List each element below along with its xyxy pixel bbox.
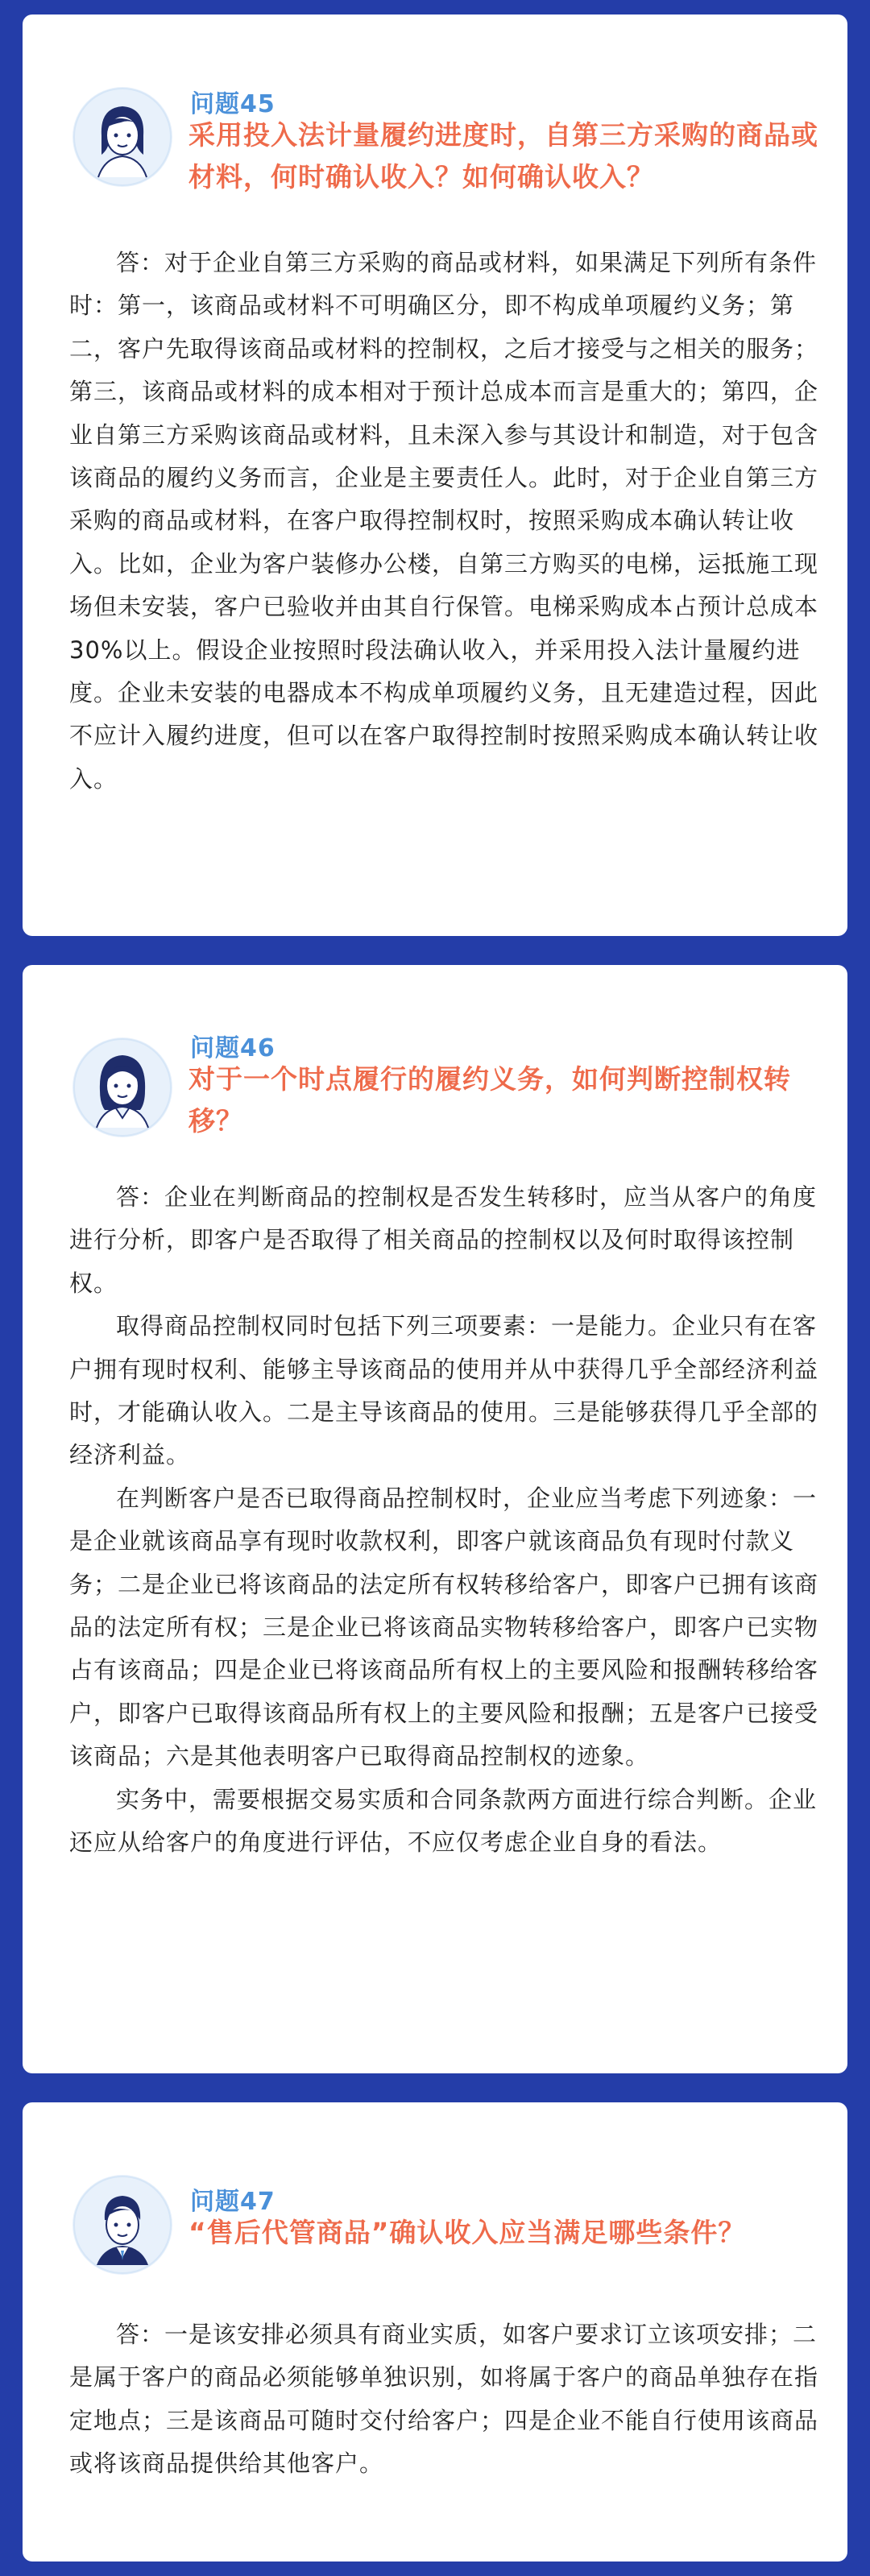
question-title: 采用投入法计量履约进度时，自第三方采购的商品或材料，何时确认收入？如何确认收入？ [188, 119, 818, 193]
answer-paragraph: 实务中，需要根据交易实质和合同条款两方面进行综合判断。企业还应从给客户的角度进行评估，不应仅考虑企业自身的看法。 [69, 1785, 818, 1857]
question-title: “售后代管商品”确认收入应当满足哪些条件？ [188, 2217, 746, 2248]
woman-avatar-icon [72, 87, 172, 187]
answer-paragraph: 答：企业在判断商品的控制权是否发生转移时，应当从客户的角度进行分析，即客户是否取得了相关商品的控制权以及何时取得该控制权。 [69, 1183, 818, 1297]
question-number: 问题47 [190, 2188, 276, 2216]
question-card-45 [23, 14, 847, 936]
answer-paragraph: 答：一是该安排必须具有商业实质，如客户要求订立该项安排；二是属于客户的商品必须能够单独识别，如将属于客户的商品单独存在指定地点；三是该商品可随时交付给客户；四是企业不能自行使用该商品或将该商品提供给其他客户。 [69, 2321, 819, 2478]
answer-paragraph: 在判断客户是否已取得商品控制权时，企业应当考虑下列迹象：一是企业就该商品享有现时收款权利，即客户就该商品负有现时付款义务；二是企业已将该商品的法定所有权转移给客户，即客户已拥有该商品的法定所有权；三是企业已将该商品实物转移给客户，即客户已实物占有该商品；四是企业已将该商品所有权上的主要风险和报酬转移给客户，即客户已取得该商品所有权上的主要风险和报酬；五是客户已接受该商品；六是其他表明客户已取得商品控制权的迹象。 [69, 1484, 819, 1770]
question-number: 问题45 [190, 90, 276, 118]
man-avatar-icon [72, 2175, 172, 2275]
answer-text [69, 242, 826, 801]
question-card-46 [23, 965, 847, 2073]
answer-text [69, 2313, 826, 2486]
answer-paragraph: 答：对于企业自第三方采购的商品或材料，如果满足下列所有条件时：第一，该商品或材料不可明确区分，即不构成单项履约义务；第二，客户先取得该商品或材料的控制权，之后才接受与之相关的服务；第三，该商品或材料的成本相对于预计总成本而言是重大的；第四，企业自第三方采购该商品或材料，且未深入参与其设计和制造，对于包含该商品的履约义务而言，企业是主要责任人。此时，对于企业自第三方采购的商品或材料，在客户取得控制权时，按照采购成本确认转让收入。比如，企业为客户装修办公楼，自第三方购买的电梯，运抵施工现场但未安装，客户已验收并由其自行保管。电梯采购成本占预计总成本30%以上。假设企业按照时段法确认收入，并采用投入法计量履约进度。企业未安装的电器成本不构成单项履约义务，且无建造过程，因此不应计入履约进度，但可以在客户取得控制时按照采购成本确认转让收入。 [69, 249, 819, 793]
question-number: 问题46 [190, 1034, 276, 1062]
answer-text [69, 1176, 826, 1865]
answer-paragraph: 取得商品控制权同时包括下列三项要素：一是能力。企业只有在客户拥有现时权利、能够主导该商品的使用并从中获得几乎全部经济利益时，才能确认收入。二是主导该商品的使用。三是能够获得几乎全部的经济利益。 [69, 1312, 819, 1469]
question-title: 对于一个时点履行的履约义务，如何判断控制权转移？ [188, 1063, 791, 1137]
question-card-47 [23, 2102, 847, 2562]
woman-avatar-icon [72, 1037, 172, 1137]
